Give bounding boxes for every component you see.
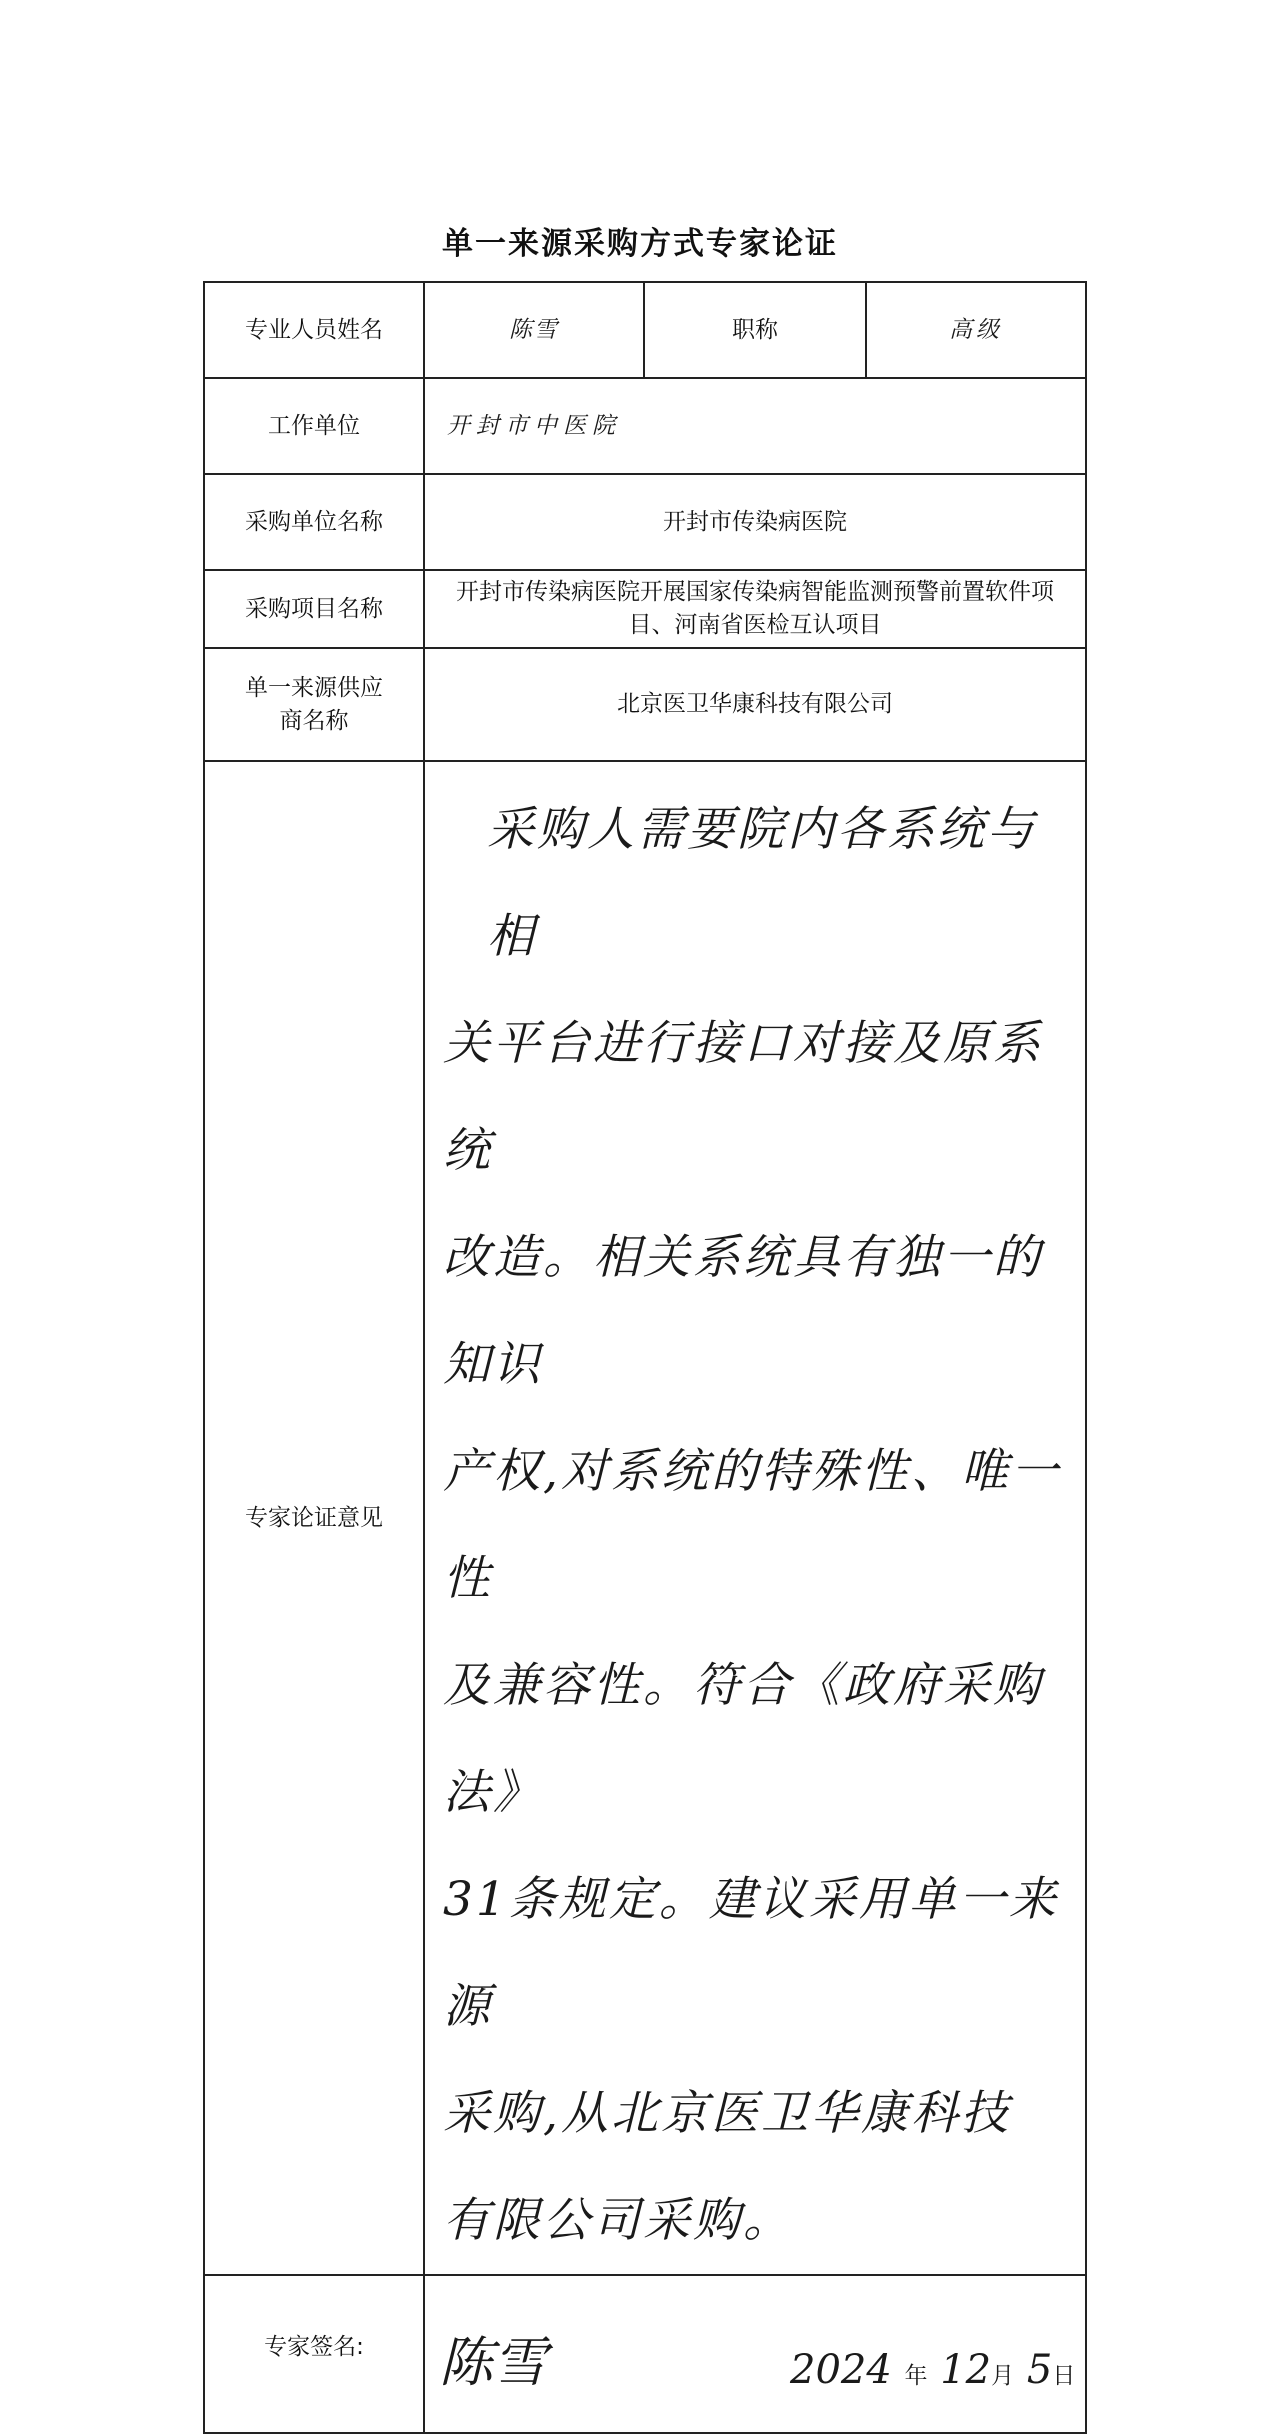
value-purchaser: 开封市传染病医院 xyxy=(424,474,1086,570)
signature-date xyxy=(790,2347,1076,2393)
opinion-line: 关平台进行接口对接及原系统 xyxy=(443,1016,1043,1178)
opinion-line: 采购人需要院内各系统与相 xyxy=(487,802,1037,964)
label-supplier: 单一来源供应商名称 xyxy=(204,648,424,761)
row-supplier xyxy=(204,648,1086,761)
value-job-title-handwritten: 高级 xyxy=(866,282,1086,378)
label-job-title: 职称 xyxy=(644,282,866,378)
row-purchaser xyxy=(204,474,1086,570)
opinion-line: 及兼容性。符合《政府采购法》 xyxy=(443,1658,1043,1820)
date-month: 12 xyxy=(940,2347,992,2393)
row-opinion xyxy=(204,761,1086,2275)
evaluation-form-table xyxy=(203,281,1087,2434)
label-signature: 专家签名: xyxy=(264,2334,364,2360)
handwritten-signature: 陈雪 xyxy=(439,2331,547,2394)
opinion-line: 产权,对系统的特殊性、唯一性 xyxy=(443,1444,1061,1606)
row-expert-name xyxy=(204,282,1086,378)
label-opinion: 专家论证意见 xyxy=(204,761,424,2275)
opinion-handwritten-block xyxy=(424,761,1086,2275)
opinion-line: 31条规定。建议采用单一来源 xyxy=(443,1872,1059,2034)
value-supplier: 北京医卫华康科技有限公司 xyxy=(424,648,1086,761)
date-day-unit: 日 xyxy=(1052,2363,1076,2389)
label-expert-name: 专业人员姓名 xyxy=(204,282,424,378)
opinion-line: 采购,从北京医卫华康科技 xyxy=(443,2086,1011,2141)
opinion-line: 改造。相关系统具有独一的知识 xyxy=(443,1230,1043,1392)
date-month-unit: 月 xyxy=(991,2363,1015,2389)
value-project: 开封市传染病医院开展国家传染病智能监测预警前置软件项目、河南省医检互认项目 xyxy=(424,570,1086,648)
signature-cell xyxy=(424,2275,1086,2433)
label-purchaser: 采购单位名称 xyxy=(204,474,424,570)
row-work-unit xyxy=(204,378,1086,474)
row-signature xyxy=(204,2275,1086,2433)
opinion-line: 有限公司采购。 xyxy=(443,2193,793,2248)
date-year: 2024 xyxy=(790,2347,892,2393)
date-day: 5 xyxy=(1026,2347,1053,2393)
label-signature-cell xyxy=(204,2275,424,2433)
label-work-unit: 工作单位 xyxy=(204,378,424,474)
label-project: 采购项目名称 xyxy=(204,570,424,648)
row-project xyxy=(204,570,1086,648)
document-title: 单一来源采购方式专家论证 xyxy=(442,226,838,262)
value-expert-name-handwritten: 陈雪 xyxy=(424,282,644,378)
value-work-unit-handwritten: 开封市中医院 xyxy=(424,378,1086,474)
date-year-unit: 年 xyxy=(904,2363,928,2389)
